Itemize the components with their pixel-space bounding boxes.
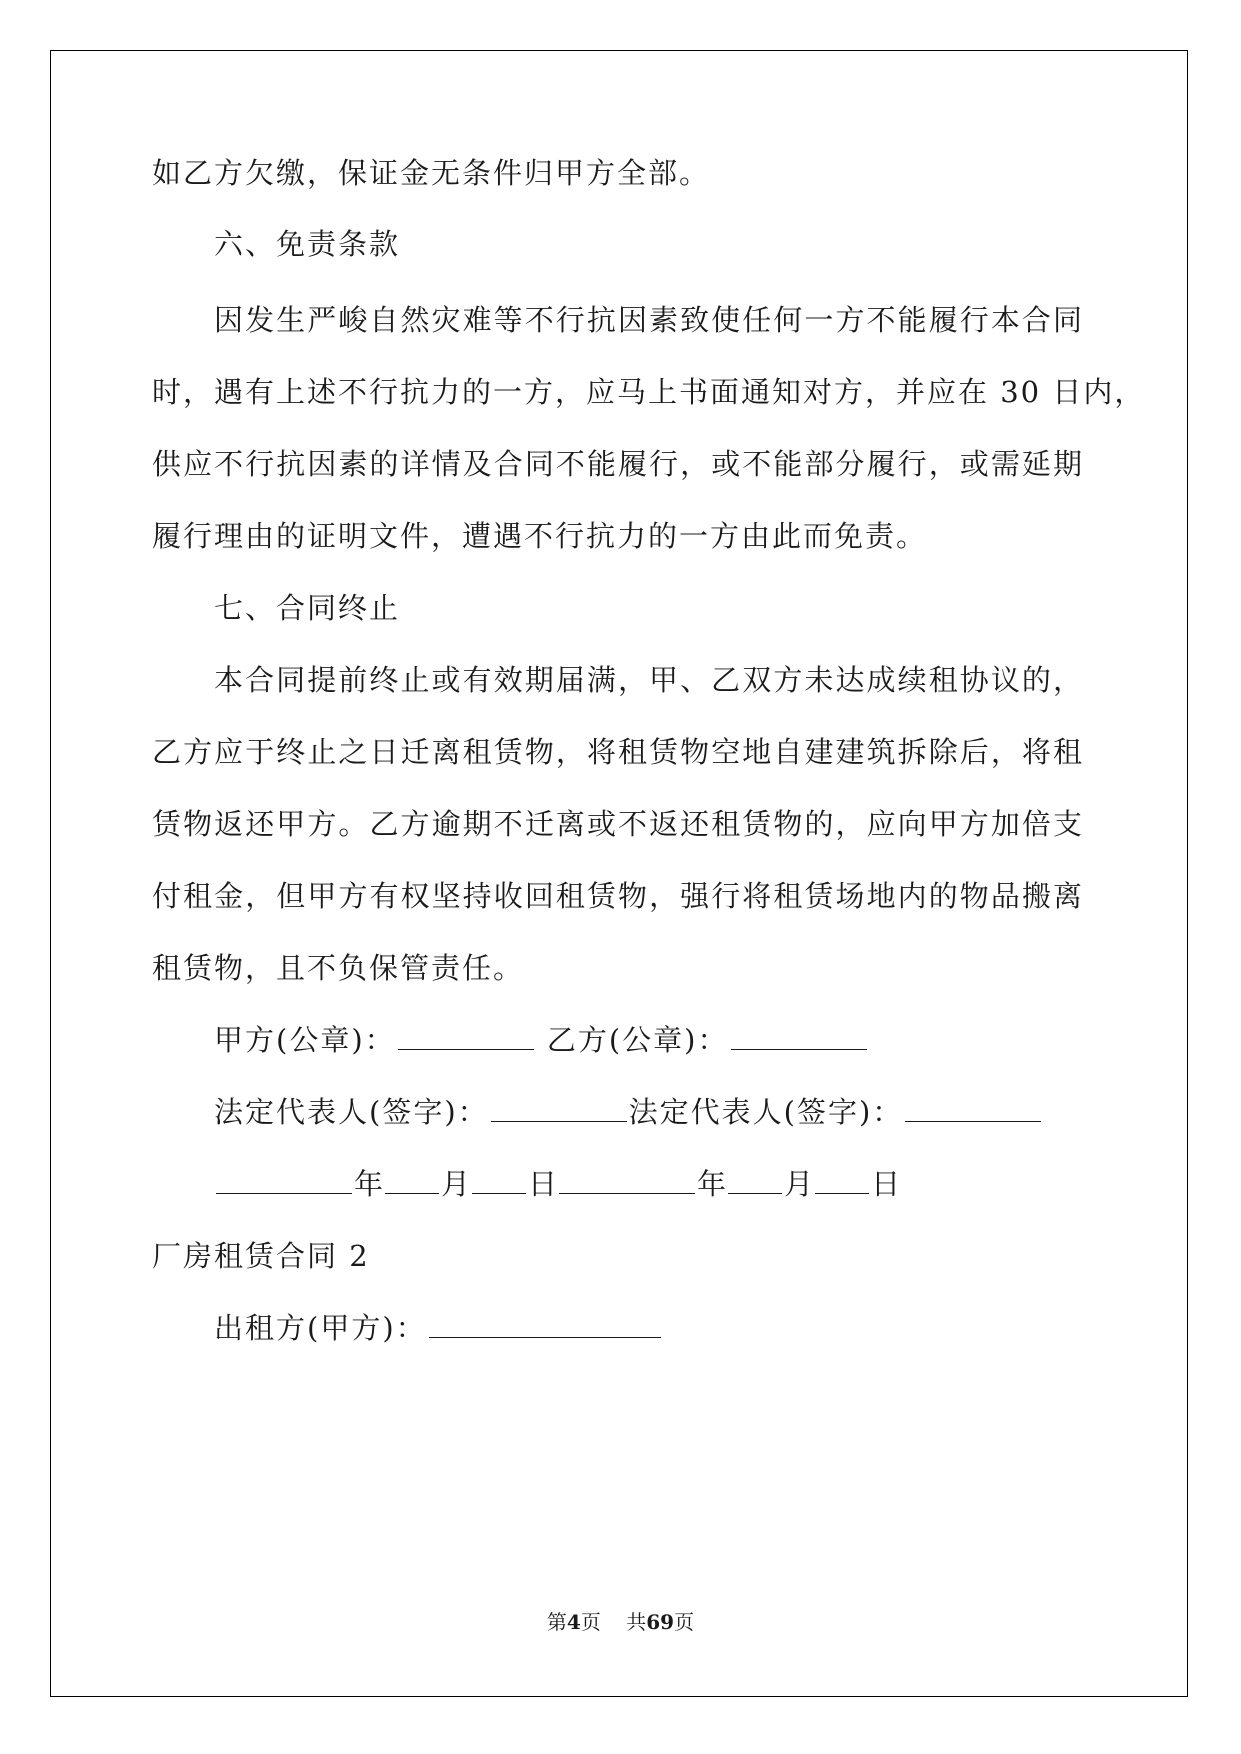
paragraph-line: 乙方应于终止之日迁离租赁物，将租赁物空地自建建筑拆除后，将租 <box>152 735 1084 769</box>
paragraph-line: 赁物返还甲方。乙方逾期不迁离或不返还租赁物的，应向甲方加倍支 <box>152 807 1084 841</box>
day-blank-a <box>472 1165 526 1194</box>
lessor-line <box>0 1308 1241 1348</box>
paragraph-line: 供应不行抗因素的详情及合同不能履行，或不能部分履行，或需延期 <box>152 447 1084 481</box>
current-page-number: 4 <box>566 1610 581 1634</box>
party-a-seal-blank <box>398 1021 534 1050</box>
footer-total-unit: 页 <box>674 1610 695 1634</box>
footer-page-unit: 页 <box>580 1610 601 1634</box>
party-a-rep-label: 法定代表人(签字)： <box>214 1095 489 1129</box>
day-blank-b <box>815 1165 869 1194</box>
section-heading-7: 七、合同终止 <box>214 591 401 625</box>
footer-prefix: 第 <box>546 1610 567 1634</box>
representative-line <box>0 1092 1241 1132</box>
paragraph-line: 时，遇有上述不行抗力的一方，应马上书面通知对方，并应在 30 日内， <box>152 375 1146 409</box>
page-border <box>50 50 1188 1697</box>
party-a-seal-label: 甲方(公章)： <box>214 1023 396 1057</box>
party-b-seal-blank <box>731 1021 867 1050</box>
month-label-a: 月 <box>441 1167 471 1201</box>
footer-total-prefix: 共 <box>626 1610 647 1634</box>
year-label-b: 年 <box>697 1167 727 1201</box>
month-label-b: 月 <box>784 1167 814 1201</box>
day-label-a: 日 <box>528 1167 558 1201</box>
party-b-seal-label: 乙方(公章)： <box>546 1023 729 1057</box>
party-a-rep-blank <box>491 1093 627 1122</box>
lessor-blank <box>429 1309 661 1338</box>
party-b-rep-label: 法定代表人(签字)： <box>628 1095 904 1129</box>
paragraph-line: 因发生严峻自然灾难等不行抗因素致使任何一方不能履行本合同 <box>214 303 1084 337</box>
lessor-label: 出租方(甲方)： <box>214 1311 427 1345</box>
page-footer <box>0 1606 1241 1635</box>
total-page-number: 69 <box>646 1610 675 1634</box>
paragraph-line: 本合同提前终止或有效期届满，甲、乙双方未达成续租协议的， <box>214 663 1084 697</box>
year-label-a: 年 <box>354 1167 384 1201</box>
paragraph-line: 履行理由的证明文件，遭遇不行抗力的一方由此而免责。 <box>152 519 928 553</box>
contract-2-title: 厂房租赁合同 2 <box>152 1239 370 1273</box>
year-blank-b <box>559 1165 695 1194</box>
paragraph-line: 如乙方欠缴，保证金无条件归甲方全部。 <box>152 156 711 190</box>
seal-line <box>0 1020 1241 1060</box>
paragraph-line: 租赁物，且不负保管责任。 <box>152 951 525 985</box>
paragraph-line: 付租金，但甲方有权坚持收回租赁物，强行将租赁场地内的物品搬离 <box>152 879 1084 913</box>
month-blank-a <box>385 1165 439 1194</box>
year-blank-a <box>216 1165 352 1194</box>
day-label-b: 日 <box>871 1167 901 1201</box>
party-b-rep-blank <box>905 1093 1041 1122</box>
month-blank-b <box>728 1165 782 1194</box>
section-heading-6: 六、免责条款 <box>214 227 401 261</box>
date-line <box>0 1164 1241 1204</box>
